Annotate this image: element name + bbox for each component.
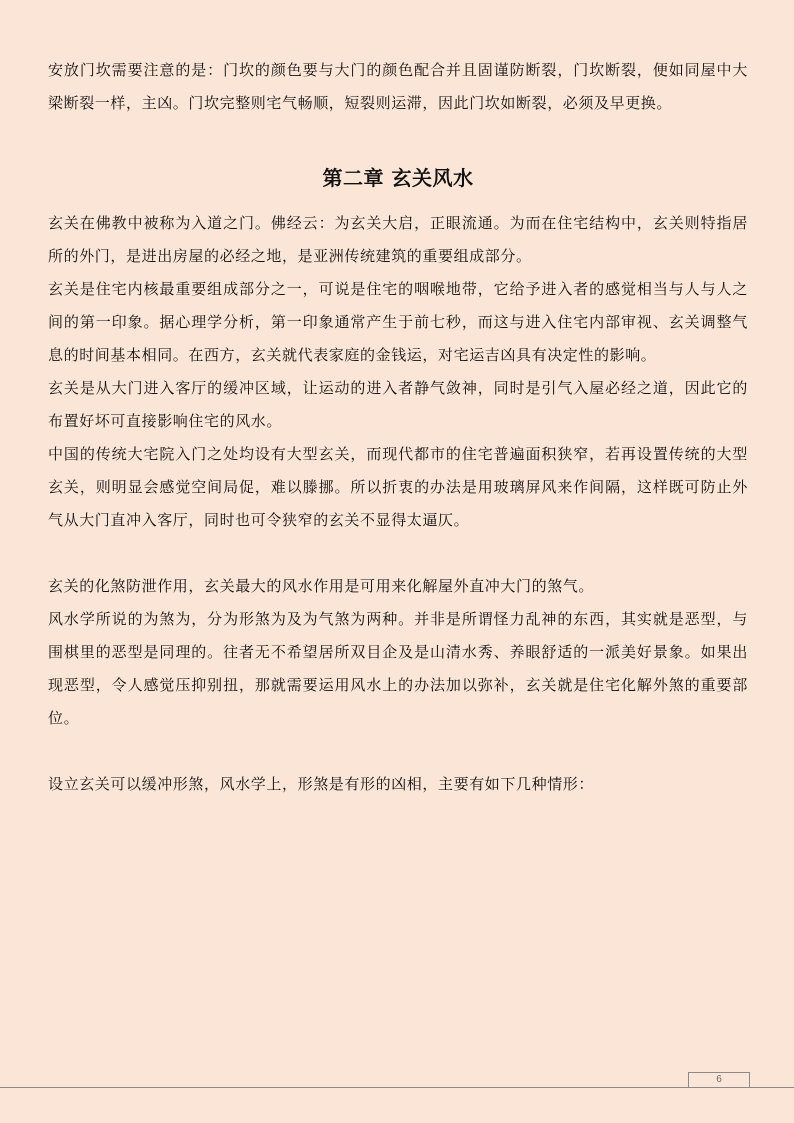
page-content	[48, 54, 748, 801]
footer-divider	[0, 1087, 794, 1088]
spacer	[48, 537, 748, 570]
chapter-title: 第二章 玄关风水	[322, 166, 474, 190]
paragraph: 设立玄关可以缓冲形煞，风水学上，形煞是有形的凶相，主要有如下几种情形：	[48, 775, 595, 793]
spacer	[48, 735, 748, 768]
paragraph: 玄关在佛教中被称为入道之门。佛经云：为玄关大启，正眼流通。为而在住宅结构中，玄关则特指居所的外门，是进出房屋的必经之地，是亚洲传统建筑的重要组成部分。	[48, 214, 748, 265]
paragraph: 玄关的化煞防泄作用，玄关最大的风水作用是可用来化解屋外直冲大门的煞气。	[48, 577, 595, 595]
paragraph: 玄关是从大门进入客厅的缓冲区域，让运动的进入者静气敛神，同时是引气入屋必经之道，因此它的布置好坏可直接影响住宅的风水。	[48, 379, 748, 430]
paragraph: 风水学所说的为煞为，分为形煞为及为气煞为两种。并非是所谓怪力乱神的东西，其实就是恶型，与围棋里的恶型是同理的。往者无不希望居所双目企及是山清水秀、养眼舒适的一派美好景象。如果出现恶型，令人感觉压抑别扭，那就需要运用风水上的办法加以弥补，玄关就是住宅化解外煞的重要部位。	[48, 610, 748, 727]
paragraph: 安放门坎需要注意的是：门坎的颜色要与大门的颜色配合并且固谨防断裂，门坎断裂，便如同屋中大梁断裂一样，主凶。门坎完整则宅气畅顺，短裂则运滞，因此门坎如断裂，必须及早更换。	[48, 61, 748, 112]
paragraph: 中国的传统大宅院入门之处均设有大型玄关，而现代都市的住宅普遍面积狭窄，若再设置传统的大型玄关，则明显会感觉空间局促，难以滕挪。所以折衷的办法是用玻璃屏风来作间隔，这样既可防止外气从大门直冲入客厅，同时也可令狭窄的玄关不显得太逼仄。	[48, 445, 748, 529]
page-number: 6	[688, 1072, 750, 1087]
paragraph: 玄关是住宅内核最重要组成部分之一，可说是住宅的咽喉地带，它给予进入者的感觉相当与人与人之间的第一印象。据心理学分析，第一印象通常产生于前七秒，而这与进入住宅内部审视、玄关调整气息的时间基本相同。在西方，玄关就代表家庭的金钱运，对宅运吉凶具有决定性的影响。	[48, 280, 748, 364]
spacer	[48, 120, 748, 165]
